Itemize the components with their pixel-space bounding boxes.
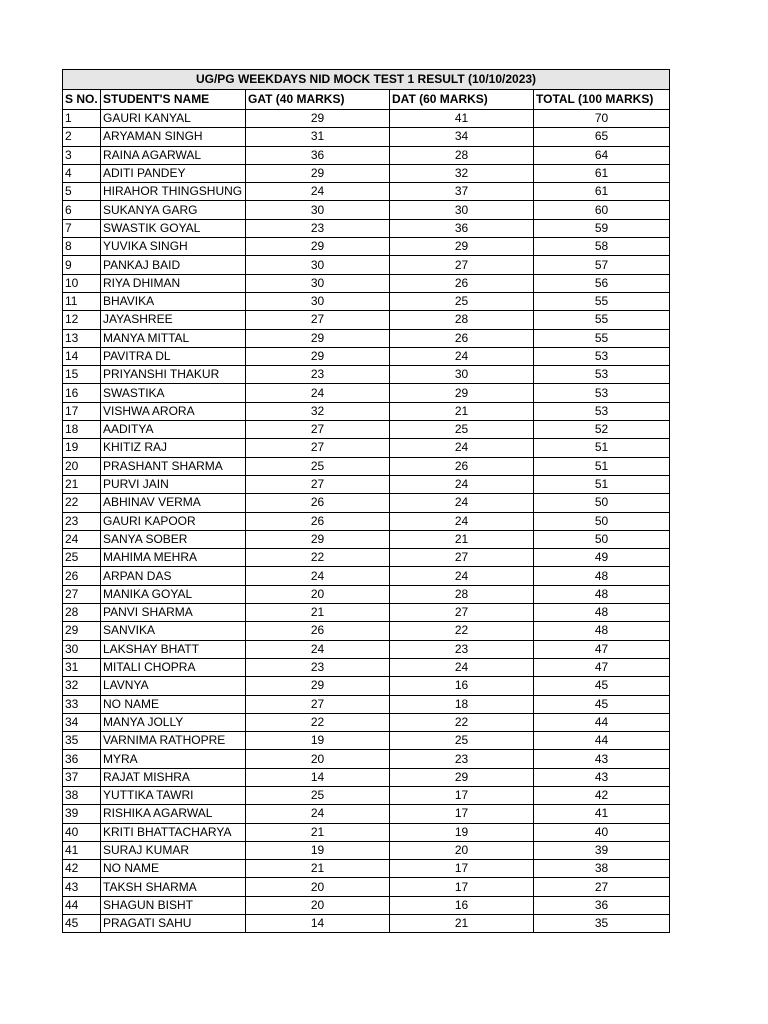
cell-name: GAURI KAPOOR (101, 512, 246, 530)
cell-name: KRITI BHATTACHARYA (101, 823, 246, 841)
cell-dat: 25 (390, 732, 534, 750)
cell-name: YUTTIKA TAWRI (101, 786, 246, 804)
cell-name: HIRAHOR THINGSHUNG (101, 183, 246, 201)
table-row (63, 732, 670, 750)
cell-sno: 31 (63, 658, 101, 676)
cell-name: ARYAMAN SINGH (101, 128, 246, 146)
cell-gat: 22 (246, 549, 390, 567)
cell-dat: 30 (390, 201, 534, 219)
cell-dat: 24 (390, 439, 534, 457)
cell-total: 55 (534, 292, 670, 310)
cell-sno: 7 (63, 219, 101, 237)
cell-sno: 27 (63, 585, 101, 603)
title-row (63, 70, 670, 90)
table-row (63, 475, 670, 493)
cell-name: NO NAME (101, 860, 246, 878)
cell-dat: 22 (390, 713, 534, 731)
cell-sno: 43 (63, 878, 101, 896)
table-row (63, 219, 670, 237)
cell-dat: 18 (390, 695, 534, 713)
cell-total: 61 (534, 164, 670, 182)
cell-name: SWASTIKA (101, 384, 246, 402)
cell-sno: 12 (63, 311, 101, 329)
cell-name: AADITYA (101, 421, 246, 439)
cell-total: 59 (534, 219, 670, 237)
cell-total: 48 (534, 585, 670, 603)
cell-gat: 14 (246, 768, 390, 786)
cell-total: 45 (534, 695, 670, 713)
cell-gat: 29 (246, 238, 390, 256)
cell-total: 44 (534, 713, 670, 731)
cell-total: 41 (534, 805, 670, 823)
table-row (63, 567, 670, 585)
table-row (63, 256, 670, 274)
cell-dat: 41 (390, 110, 534, 128)
cell-dat: 27 (390, 604, 534, 622)
cell-dat: 27 (390, 256, 534, 274)
cell-name: ADITI PANDEY (101, 164, 246, 182)
cell-name: LAKSHAY BHATT (101, 640, 246, 658)
cell-gat: 22 (246, 713, 390, 731)
cell-name: RIYA DHIMAN (101, 274, 246, 292)
cell-name: VISHWA ARORA (101, 402, 246, 420)
cell-total: 48 (534, 604, 670, 622)
cell-name: PRIYANSHI THAKUR (101, 366, 246, 384)
table-row (63, 695, 670, 713)
cell-gat: 20 (246, 896, 390, 914)
cell-gat: 29 (246, 677, 390, 695)
cell-dat: 25 (390, 292, 534, 310)
table-row (63, 713, 670, 731)
cell-name: MANYA MITTAL (101, 329, 246, 347)
cell-gat: 14 (246, 915, 390, 933)
cell-gat: 27 (246, 311, 390, 329)
cell-sno: 33 (63, 695, 101, 713)
cell-total: 40 (534, 823, 670, 841)
cell-dat: 34 (390, 128, 534, 146)
cell-dat: 26 (390, 457, 534, 475)
cell-total: 70 (534, 110, 670, 128)
cell-gat: 26 (246, 494, 390, 512)
cell-gat: 27 (246, 439, 390, 457)
cell-sno: 3 (63, 146, 101, 164)
cell-gat: 30 (246, 201, 390, 219)
cell-name: YUVIKA SINGH (101, 238, 246, 256)
cell-total: 43 (534, 768, 670, 786)
table-row (63, 402, 670, 420)
cell-gat: 24 (246, 640, 390, 658)
cell-total: 61 (534, 183, 670, 201)
cell-name: MITALI CHOPRA (101, 658, 246, 676)
cell-total: 48 (534, 567, 670, 585)
table-row (63, 110, 670, 128)
cell-gat: 27 (246, 421, 390, 439)
cell-dat: 24 (390, 347, 534, 365)
cell-gat: 19 (246, 732, 390, 750)
cell-sno: 4 (63, 164, 101, 182)
cell-dat: 29 (390, 238, 534, 256)
cell-sno: 45 (63, 915, 101, 933)
cell-gat: 32 (246, 402, 390, 420)
cell-total: 42 (534, 786, 670, 804)
cell-dat: 17 (390, 786, 534, 804)
table-row (63, 274, 670, 292)
cell-total: 56 (534, 274, 670, 292)
cell-name: NO NAME (101, 695, 246, 713)
cell-gat: 21 (246, 860, 390, 878)
cell-gat: 29 (246, 347, 390, 365)
cell-dat: 36 (390, 219, 534, 237)
cell-total: 51 (534, 475, 670, 493)
table-row (63, 164, 670, 182)
cell-name: RAINA AGARWAL (101, 146, 246, 164)
cell-total: 38 (534, 860, 670, 878)
cell-gat: 27 (246, 695, 390, 713)
cell-total: 47 (534, 640, 670, 658)
cell-dat: 28 (390, 146, 534, 164)
cell-dat: 24 (390, 658, 534, 676)
cell-name: KHITIZ RAJ (101, 439, 246, 457)
table-row (63, 549, 670, 567)
cell-dat: 25 (390, 421, 534, 439)
cell-gat: 21 (246, 823, 390, 841)
cell-dat: 28 (390, 585, 534, 603)
column-header-dat: DAT (60 MARKS) (390, 90, 534, 110)
cell-dat: 19 (390, 823, 534, 841)
cell-gat: 30 (246, 292, 390, 310)
cell-total: 51 (534, 439, 670, 457)
cell-sno: 16 (63, 384, 101, 402)
cell-name: MAHIMA MEHRA (101, 549, 246, 567)
cell-total: 58 (534, 238, 670, 256)
cell-dat: 23 (390, 640, 534, 658)
cell-gat: 24 (246, 183, 390, 201)
table-row (63, 512, 670, 530)
cell-sno: 14 (63, 347, 101, 365)
table-row (63, 878, 670, 896)
cell-gat: 19 (246, 841, 390, 859)
cell-name: LAVNYA (101, 677, 246, 695)
cell-name: SHAGUN BISHT (101, 896, 246, 914)
table-row (63, 494, 670, 512)
cell-gat: 29 (246, 530, 390, 548)
cell-gat: 24 (246, 567, 390, 585)
cell-dat: 30 (390, 366, 534, 384)
cell-sno: 39 (63, 805, 101, 823)
cell-total: 53 (534, 384, 670, 402)
cell-total: 49 (534, 549, 670, 567)
cell-dat: 22 (390, 622, 534, 640)
table-row (63, 292, 670, 310)
cell-gat: 29 (246, 329, 390, 347)
cell-sno: 38 (63, 786, 101, 804)
cell-dat: 24 (390, 494, 534, 512)
cell-sno: 35 (63, 732, 101, 750)
cell-gat: 23 (246, 658, 390, 676)
cell-name: SWASTIK GOYAL (101, 219, 246, 237)
cell-gat: 24 (246, 805, 390, 823)
cell-name: PANVI SHARMA (101, 604, 246, 622)
table-row (63, 347, 670, 365)
cell-name: MANYA JOLLY (101, 713, 246, 731)
cell-sno: 18 (63, 421, 101, 439)
cell-sno: 8 (63, 238, 101, 256)
table-row (63, 329, 670, 347)
table-row (63, 750, 670, 768)
cell-gat: 26 (246, 512, 390, 530)
cell-dat: 32 (390, 164, 534, 182)
cell-gat: 25 (246, 457, 390, 475)
cell-total: 55 (534, 311, 670, 329)
cell-name: ARPAN DAS (101, 567, 246, 585)
cell-name: SURAJ KUMAR (101, 841, 246, 859)
cell-dat: 21 (390, 915, 534, 933)
table-row (63, 622, 670, 640)
table-row (63, 805, 670, 823)
column-header-name: STUDENT'S NAME (101, 90, 246, 110)
cell-name: SANVIKA (101, 622, 246, 640)
cell-sno: 36 (63, 750, 101, 768)
cell-sno: 15 (63, 366, 101, 384)
cell-total: 65 (534, 128, 670, 146)
cell-total: 60 (534, 201, 670, 219)
cell-sno: 2 (63, 128, 101, 146)
cell-sno: 19 (63, 439, 101, 457)
cell-dat: 26 (390, 329, 534, 347)
cell-dat: 26 (390, 274, 534, 292)
cell-sno: 44 (63, 896, 101, 914)
cell-name: RISHIKA AGARWAL (101, 805, 246, 823)
table-row (63, 658, 670, 676)
cell-dat: 20 (390, 841, 534, 859)
cell-sno: 28 (63, 604, 101, 622)
cell-sno: 40 (63, 823, 101, 841)
table-row (63, 896, 670, 914)
table-row (63, 311, 670, 329)
cell-name: PAVITRA DL (101, 347, 246, 365)
table-row (63, 860, 670, 878)
table-row (63, 439, 670, 457)
cell-dat: 21 (390, 402, 534, 420)
cell-name: MANIKA GOYAL (101, 585, 246, 603)
cell-sno: 25 (63, 549, 101, 567)
table-body (63, 110, 670, 933)
cell-dat: 28 (390, 311, 534, 329)
cell-name: MYRA (101, 750, 246, 768)
cell-sno: 32 (63, 677, 101, 695)
cell-total: 53 (534, 402, 670, 420)
cell-sno: 20 (63, 457, 101, 475)
cell-sno: 26 (63, 567, 101, 585)
table-row (63, 128, 670, 146)
cell-total: 47 (534, 658, 670, 676)
cell-gat: 29 (246, 164, 390, 182)
cell-total: 35 (534, 915, 670, 933)
cell-name: GAURI KANYAL (101, 110, 246, 128)
cell-gat: 20 (246, 750, 390, 768)
cell-gat: 24 (246, 384, 390, 402)
cell-gat: 20 (246, 585, 390, 603)
cell-dat: 29 (390, 768, 534, 786)
cell-dat: 24 (390, 512, 534, 530)
cell-name: RAJAT MISHRA (101, 768, 246, 786)
table-row (63, 640, 670, 658)
table-row (63, 841, 670, 859)
header-row (63, 90, 670, 110)
table-row (63, 915, 670, 933)
cell-gat: 27 (246, 475, 390, 493)
cell-gat: 21 (246, 604, 390, 622)
cell-sno: 13 (63, 329, 101, 347)
cell-total: 50 (534, 512, 670, 530)
table-row (63, 201, 670, 219)
column-header-total: TOTAL (100 MARKS) (534, 90, 670, 110)
cell-dat: 17 (390, 860, 534, 878)
cell-total: 53 (534, 366, 670, 384)
cell-sno: 37 (63, 768, 101, 786)
cell-total: 55 (534, 329, 670, 347)
cell-sno: 41 (63, 841, 101, 859)
cell-sno: 17 (63, 402, 101, 420)
cell-dat: 24 (390, 475, 534, 493)
cell-dat: 21 (390, 530, 534, 548)
cell-sno: 1 (63, 110, 101, 128)
cell-dat: 37 (390, 183, 534, 201)
table-row (63, 768, 670, 786)
cell-sno: 34 (63, 713, 101, 731)
cell-sno: 30 (63, 640, 101, 658)
cell-gat: 23 (246, 219, 390, 237)
cell-sno: 23 (63, 512, 101, 530)
cell-dat: 17 (390, 878, 534, 896)
results-table (62, 69, 670, 933)
cell-gat: 29 (246, 110, 390, 128)
cell-name: SUKANYA GARG (101, 201, 246, 219)
table-row (63, 786, 670, 804)
cell-name: BHAVIKA (101, 292, 246, 310)
cell-total: 51 (534, 457, 670, 475)
table-row (63, 823, 670, 841)
cell-total: 36 (534, 896, 670, 914)
cell-total: 39 (534, 841, 670, 859)
cell-gat: 25 (246, 786, 390, 804)
cell-dat: 27 (390, 549, 534, 567)
table-row (63, 366, 670, 384)
cell-dat: 29 (390, 384, 534, 402)
cell-sno: 6 (63, 201, 101, 219)
cell-sno: 9 (63, 256, 101, 274)
cell-total: 57 (534, 256, 670, 274)
cell-dat: 24 (390, 567, 534, 585)
table-row (63, 146, 670, 164)
cell-name: PRAGATI SAHU (101, 915, 246, 933)
table-row (63, 238, 670, 256)
column-header-gat: GAT (40 MARKS) (246, 90, 390, 110)
table-title: UG/PG WEEKDAYS NID MOCK TEST 1 RESULT (10/10/2023) (63, 70, 670, 90)
cell-sno: 10 (63, 274, 101, 292)
cell-sno: 21 (63, 475, 101, 493)
cell-name: PRASHANT SHARMA (101, 457, 246, 475)
cell-gat: 36 (246, 146, 390, 164)
cell-dat: 16 (390, 896, 534, 914)
cell-sno: 22 (63, 494, 101, 512)
cell-gat: 31 (246, 128, 390, 146)
cell-total: 44 (534, 732, 670, 750)
cell-total: 45 (534, 677, 670, 695)
cell-total: 48 (534, 622, 670, 640)
cell-total: 52 (534, 421, 670, 439)
cell-name: TAKSH SHARMA (101, 878, 246, 896)
cell-name: JAYASHREE (101, 311, 246, 329)
cell-total: 50 (534, 494, 670, 512)
cell-total: 43 (534, 750, 670, 768)
cell-name: PURVI JAIN (101, 475, 246, 493)
cell-name: PANKAJ BAID (101, 256, 246, 274)
cell-total: 27 (534, 878, 670, 896)
cell-gat: 23 (246, 366, 390, 384)
cell-dat: 17 (390, 805, 534, 823)
table-row (63, 457, 670, 475)
cell-gat: 30 (246, 274, 390, 292)
table-row (63, 585, 670, 603)
table-row (63, 604, 670, 622)
cell-sno: 29 (63, 622, 101, 640)
cell-gat: 30 (246, 256, 390, 274)
cell-sno: 24 (63, 530, 101, 548)
cell-name: SANYA SOBER (101, 530, 246, 548)
cell-name: ABHINAV VERMA (101, 494, 246, 512)
table-row (63, 530, 670, 548)
cell-dat: 23 (390, 750, 534, 768)
table-row (63, 677, 670, 695)
cell-sno: 42 (63, 860, 101, 878)
cell-sno: 11 (63, 292, 101, 310)
cell-sno: 5 (63, 183, 101, 201)
cell-total: 64 (534, 146, 670, 164)
cell-dat: 16 (390, 677, 534, 695)
table-row (63, 421, 670, 439)
cell-name: VARNIMA RATHOPRE (101, 732, 246, 750)
table-row (63, 384, 670, 402)
cell-gat: 20 (246, 878, 390, 896)
column-header-sno: S NO. (63, 90, 101, 110)
cell-total: 53 (534, 347, 670, 365)
table-row (63, 183, 670, 201)
cell-total: 50 (534, 530, 670, 548)
cell-gat: 26 (246, 622, 390, 640)
